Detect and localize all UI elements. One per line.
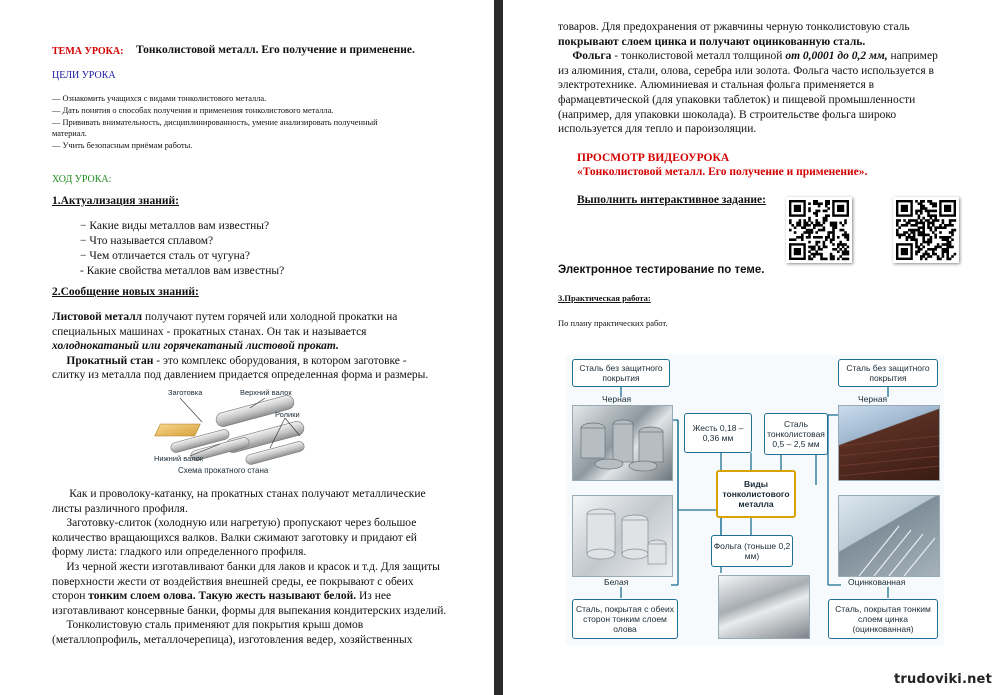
box-center-metal-types: Виды тонколистового металла (716, 470, 796, 518)
left-page (0, 0, 494, 695)
figure-label-upper-roll: Верхний валок (240, 388, 292, 397)
metal-types-diagram (566, 355, 944, 645)
goal-item: — Прививать внимательность, дисциплинированность, умение анализировать полученный (52, 117, 378, 127)
question-item: − Какие виды металлов вам известны? (80, 220, 270, 232)
photo-galvanized-roof (838, 495, 940, 577)
questions-list (80, 219, 284, 279)
box-thin-steel: Сталь тонколистовая 0,5 – 2,5 мм (764, 413, 828, 455)
label-white: Белая (604, 577, 629, 587)
topic-title: Тонколистовой металл. Его получение и применение. (136, 44, 415, 56)
rolling-mill-figure (150, 386, 330, 481)
section-1-title: 1.Актуализация знаний: (52, 195, 180, 207)
testing-label: Электронное тестирование по теме. (558, 264, 765, 276)
practical-label: 3.Практическая работа: (558, 293, 651, 303)
box-tin: Жесть 0,18 – 0,36 мм (684, 413, 752, 453)
video-label: ПРОСМОТР ВИДЕОУРОКА (577, 152, 730, 164)
goals-label: ЦЕЛИ УРОКА (52, 70, 116, 81)
photo-white-tin-cans (572, 495, 673, 577)
section-2-title: 2.Сообщение новых знаний: (52, 286, 199, 298)
question-item: − Что называется сплавом? (80, 235, 214, 247)
goal-item: — Учить безопасным приёмам работы. (52, 141, 193, 151)
interactive-task-label[interactable]: Выполнить интерактивное задание: (577, 194, 766, 206)
figure-label-rollers: Ролики (275, 410, 300, 419)
goal-item: — Дать понятия о способах получения и применения тонколистового металла. (52, 105, 334, 115)
goal-item: — Ознакомить учащихся с видами тонколистового металла. (52, 94, 267, 103)
goals-list (52, 93, 378, 152)
qr-code-video-icon[interactable] (786, 197, 852, 263)
paragraph-rolling: Как и проволоку-катанку, на прокатных станах получают металлические листы различного профиля. Заготовку-слиток (холодную или нагретую) пропускают через большое количество вращающихся валков. Валки сжимают заготовку и придают ей форму листа: гладкого или определенного профиля. Из черной жести изготавливают банки для лаков и красок и т.д. Для защиты поверхности жести от воздействия внешней среды, ее покрывают с обеих сторон тонким слоем олова. Такую жесть называют белой. Из нее изготавливают консервные банки, формы для выпекания кондитерских изделий. Тонколистовую сталь применяют для покрытия крыш домов (металлопрофиль, металлочерепица), изготовления ведер, хозяйственных (52, 488, 447, 646)
page-gutter (494, 0, 503, 695)
box-foil: Фольга (тоньше 0,2 мм) (711, 535, 793, 567)
label-black-right: Черная (858, 394, 888, 404)
right-page (503, 0, 1000, 695)
practical-text: По плану практических работ. (558, 318, 668, 328)
figure-label-blank: Заготовка (168, 388, 203, 397)
box-tin-coated-steel: Сталь, покрытая с обеих сторон тонким слоем олова (572, 599, 678, 639)
photo-black-tin-products (572, 405, 673, 481)
box-steel-no-coat-right: Сталь без защитного покрытия (838, 359, 938, 387)
photo-foil-roll (718, 575, 810, 639)
site-watermark: trudoviki.net (894, 672, 992, 687)
goal-item: материал. (52, 129, 87, 139)
label-black-left: Черная (602, 394, 632, 404)
qr-code-task-icon[interactable] (893, 197, 959, 263)
process-label: ХОД УРОКА: (52, 174, 112, 185)
box-steel-no-coat-left: Сталь без защитного покрытия (572, 359, 670, 387)
paragraph-galvanized: товаров. Для предохранения от ржавчины черную тонколистовую сталь покрывают слоем цинка и получают оцинкованную сталь. Фольга - тонколистовой металл толщиной от 0,0001 до 0,2 мм, например из алюминия, стали, олова, серебра или золота. Фольга часто используется в электротехнике. Алюминиевая и стальная фольга применяется в фармацевтической (для упаковки таблеток) и пищевой промышленности (например, для упаковки шоколада). В строительстве фольга широко используется для тепло и пароизоляции. (558, 21, 938, 136)
box-zinc-coated-steel: Сталь, покрытая тонким слоем цинка (оцинкованная) (828, 599, 938, 639)
question-item: - Какие свойства металлов вам известны? (80, 265, 285, 277)
video-title[interactable]: «Тонколистовой металл. Его получение и применение». (577, 166, 868, 178)
paragraph-sheet-metal: Листовой металл получают путем горячей или холодной прокатки на специальных машинах - прокатных станах. Он так и называется холоднокатаный или горячекатаный листовой прокат. Прокатный стан - это комплекс оборудования, в котором заготовке - слитку из металла под давлением придается определенная форма и размеры. (52, 311, 429, 381)
figure-label-lower-roll: Нижний валок (154, 454, 204, 463)
photo-black-roof (838, 405, 940, 481)
figure-caption: Схема прокатного стана (178, 466, 269, 475)
question-item: − Чем отличается сталь от чугуна? (80, 250, 250, 262)
topic-label: ТЕМА УРОКА: (52, 46, 124, 57)
label-galvanized: Оцинкованная (848, 577, 906, 587)
